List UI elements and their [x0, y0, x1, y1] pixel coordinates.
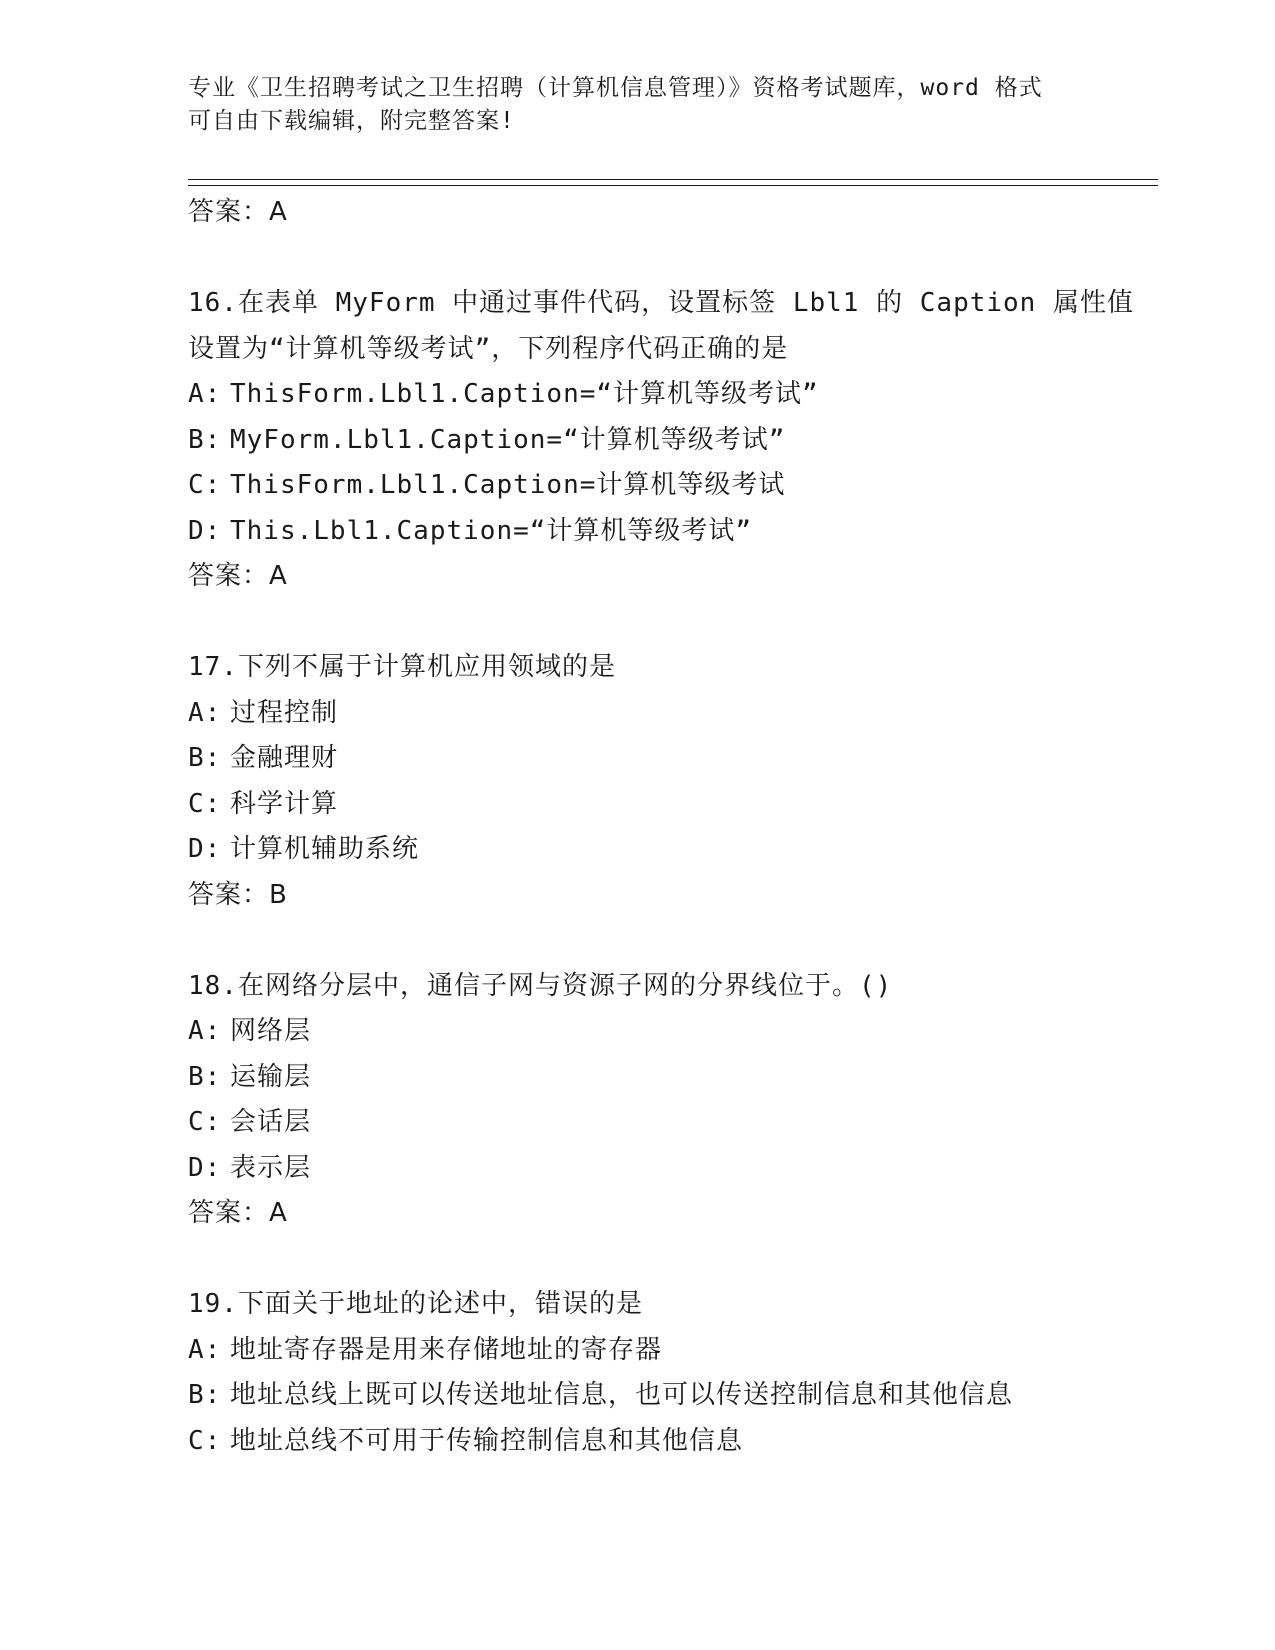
option-d — [188, 827, 1128, 873]
option-c — [188, 1419, 1128, 1465]
question-17 — [188, 645, 1128, 918]
option-letter: A: — [188, 379, 222, 409]
option-letter: C: — [188, 470, 222, 500]
option-text: 表示层 — [230, 1152, 312, 1183]
spacer — [188, 600, 1128, 646]
option-d — [188, 1146, 1128, 1192]
question-list — [188, 190, 1134, 1464]
option-a — [188, 372, 1128, 418]
question-stem: 16.在表单 MyForm 中通过事件代码，设置标签 Lbl1 的 Caption 属性值 — [188, 288, 1134, 318]
option-text: 地址总线不可用于传输控制信息和其他信息 — [230, 1425, 744, 1456]
option-letter: B: — [188, 743, 222, 773]
option-text: 计算机辅助系统 — [230, 834, 420, 864]
option-text: 运输层 — [230, 1061, 312, 1092]
option-letter: B: — [188, 424, 222, 455]
option-b — [188, 418, 1128, 464]
option-letter: A: — [188, 697, 222, 728]
option-c — [188, 1100, 1128, 1146]
option-text: 地址寄存器是用来存储地址的寄存器 — [230, 1334, 663, 1365]
option-letter: B: — [188, 1061, 222, 1092]
question-18 — [188, 964, 1128, 1237]
option-text: 会话层 — [230, 1107, 312, 1137]
option-c — [188, 463, 1128, 509]
question-answer: 答案：B — [188, 879, 288, 910]
option-d — [188, 509, 1128, 555]
option-letter: C: — [188, 1425, 222, 1456]
question-stem: 17.下列不属于计算机应用领域的是 — [188, 652, 616, 682]
spacer — [188, 1237, 1128, 1283]
option-b — [188, 1055, 1128, 1101]
option-c — [188, 782, 1128, 828]
header-line-2: 可自由下载编辑，附完整答案! — [188, 108, 515, 134]
option-letter: A: — [188, 1334, 222, 1365]
document-header — [188, 72, 1068, 138]
question-answer: 答案：A — [188, 561, 288, 591]
spacer — [188, 236, 1128, 282]
option-b — [188, 736, 1128, 782]
option-text: 金融理财 — [230, 743, 339, 773]
option-letter: D: — [188, 515, 222, 546]
question-19 — [188, 1282, 1128, 1464]
option-text: 过程控制 — [230, 697, 339, 728]
option-a — [188, 1009, 1128, 1055]
option-a — [188, 691, 1128, 737]
header-divider-top — [188, 179, 1158, 180]
option-text: MyForm.Lbl1.Caption=“计算机等级考试” — [230, 424, 786, 455]
option-letter: A: — [188, 1016, 222, 1046]
header-line-1: 专业《卫生招聘考试之卫生招聘（计算机信息管理）》资格考试题库，word 格式 — [188, 75, 1043, 101]
option-letter: C: — [188, 788, 222, 819]
question-stem: 18.在网络分层中，通信子网与资源子网的分界线位于。() — [188, 970, 893, 1001]
option-text: 科学计算 — [230, 788, 339, 819]
option-text: 网络层 — [230, 1016, 312, 1046]
option-letter: B: — [188, 1380, 222, 1410]
option-b — [188, 1373, 1128, 1419]
option-text: This.Lbl1.Caption=“计算机等级考试” — [230, 515, 753, 546]
question-stem: 19.下面关于地址的论述中，错误的是 — [188, 1289, 643, 1319]
question-16 — [188, 281, 1134, 600]
option-letter: D: — [188, 1152, 222, 1183]
option-letter: C: — [188, 1107, 222, 1137]
question-stem: 设置为“计算机等级考试”，下列程序代码正确的是 — [188, 333, 789, 364]
spacer — [188, 918, 1128, 964]
header-divider-bottom — [188, 185, 1158, 186]
option-a — [188, 1328, 1128, 1374]
previous-answer: 答案：A — [188, 197, 288, 227]
option-letter: D: — [188, 834, 222, 864]
question-answer: 答案：A — [188, 1198, 288, 1228]
option-text: ThisForm.Lbl1.Caption=计算机等级考试 — [230, 470, 786, 500]
option-text: 地址总线上既可以传送地址信息，也可以传送控制信息和其他信息 — [230, 1380, 1014, 1410]
option-text: ThisForm.Lbl1.Caption=“计算机等级考试” — [230, 379, 819, 409]
